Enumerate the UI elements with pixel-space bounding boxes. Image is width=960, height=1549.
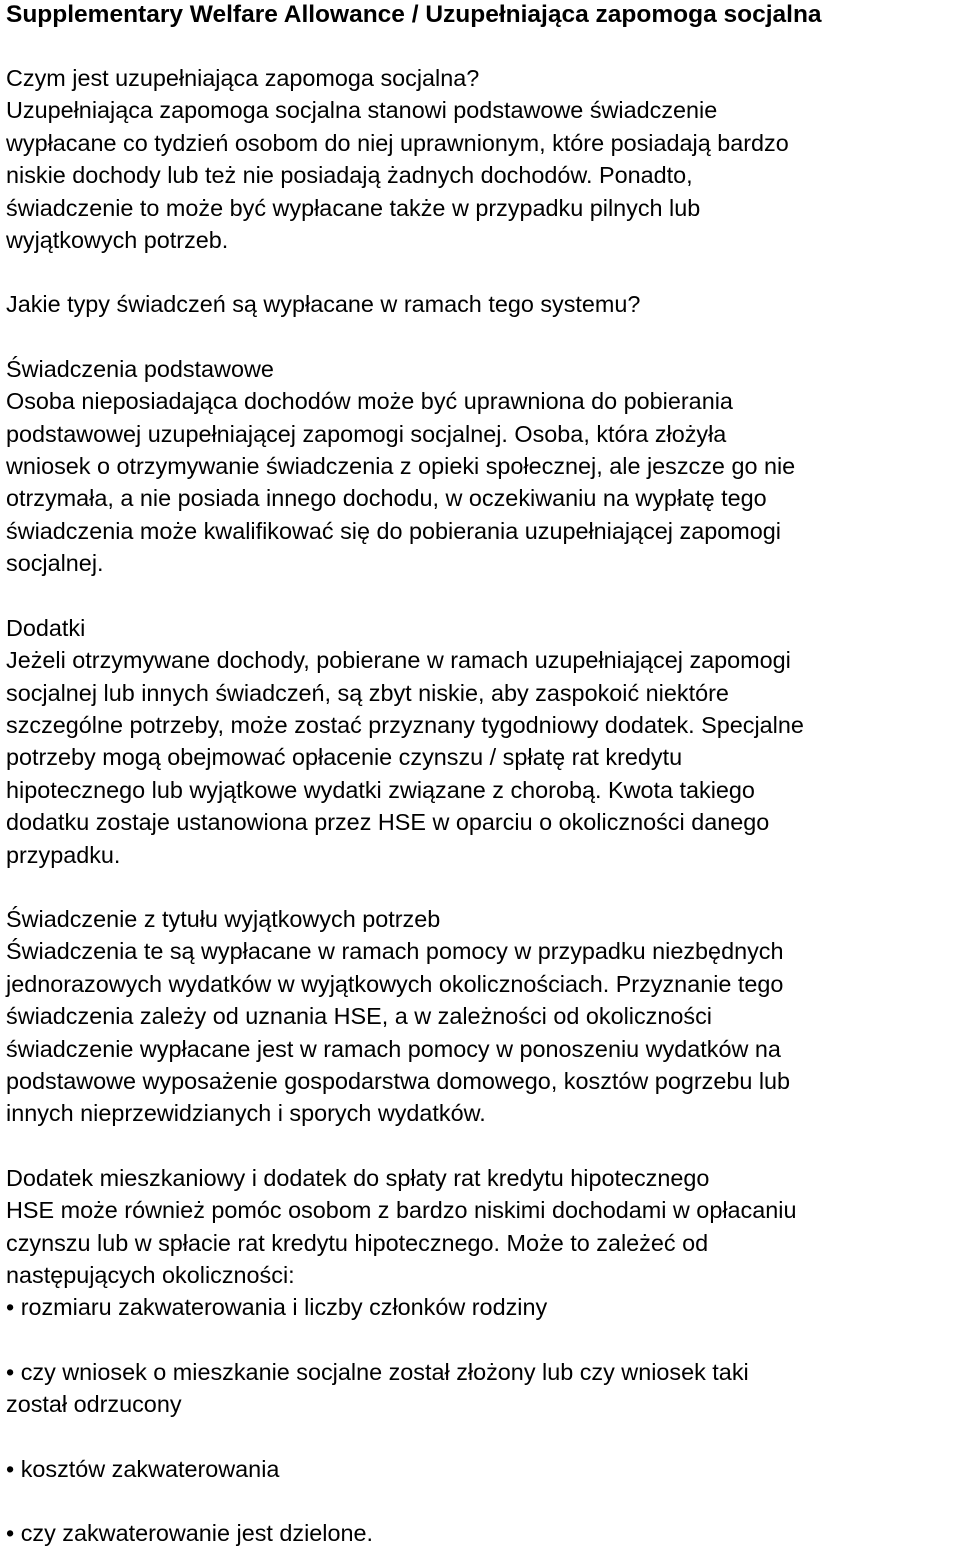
exceptional-line: jednorazowych wydatków w wyjątkowych okolicznościach. Przyznanie tego — [6, 970, 784, 997]
intro-line: wyjątkowych potrzeb. — [6, 227, 229, 254]
basic-line: Osoba nieposiadająca dochodów może być uprawniona do pobierania — [6, 388, 733, 415]
housing-line: HSE może również pomóc osobom z bardzo niskimi dochodami w opłacaniu — [6, 1197, 797, 1224]
exceptional-line: Świadczenia te są wypłacane w ramach pomocy w przypadku niezbędnych — [6, 938, 784, 965]
intro-line: niskie dochody lub też nie posiadają żadnych dochodów. Ponadto, — [6, 162, 693, 189]
exceptional-line: innych nieprzewidzianych i sporych wydatków. — [6, 1100, 486, 1127]
exceptional-line: świadczenie wypłacane jest w ramach pomocy w ponoszeniu wydatków na — [6, 1035, 781, 1062]
types-section — [6, 288, 958, 320]
basic-line: wniosek o otrzymywanie świadczenia z opieki społecznej, ale jeszcze go nie — [6, 453, 796, 480]
supplements-section — [6, 612, 958, 871]
basic-line: socjalnej. — [6, 550, 104, 577]
basic-line: otrzymała, a nie posiada innego dochodu, w oczekiwaniu na wypłatę tego — [6, 485, 767, 512]
supplements-line: potrzeby mogą obejmować opłacenie czynszu / spłatę rat kredytu — [6, 744, 683, 771]
housing-line: następujących okoliczności: — [6, 1262, 295, 1288]
supplements-line: socjalnej lub innych świadczeń, są zbyt niskie, aby zaspokoić niektóre — [6, 679, 729, 706]
intro-line: wypłacane co tydzień osobom do niej uprawnionym, które posiadają bardzo — [6, 129, 789, 156]
bullet-item: • kosztów zakwaterowania — [6, 1455, 280, 1482]
intro-section — [6, 62, 958, 256]
intro-line: Uzupełniająca zapomoga socjalna stanowi podstawowe świadczenie — [6, 97, 718, 124]
supplements-line: dodatku zostaje ustanowiona przez HSE w oparciu o okoliczności danego — [6, 809, 770, 836]
types-question: Jakie typy świadczeń są wypłacane w ramach tego systemu? — [6, 291, 641, 318]
bullet-item: • czy wniosek o mieszkanie socjalne został złożony lub czy wniosek taki — [6, 1358, 749, 1385]
intro-line: świadczenie to może być wypłacane także w przypadku pilnych lub — [6, 194, 701, 221]
intro-question: Czym jest uzupełniająca zapomoga socjalna? — [6, 65, 480, 91]
bullet-item: • rozmiaru zakwaterowania i liczby członków rodziny — [6, 1294, 548, 1321]
bullet-item: • czy zakwaterowanie jest dzielone. — [6, 1520, 374, 1547]
basic-heading: Świadczenia podstawowe — [6, 355, 274, 382]
exceptional-section — [6, 903, 958, 1130]
exceptional-heading: Świadczenie z tytułu wyjątkowych potrzeb — [6, 905, 441, 932]
basic-line: podstawowej uzupełniającej zapomogi socjalnej. Osoba, która złożyła — [6, 420, 727, 447]
document-body — [6, 62, 958, 1549]
supplements-line: Jeżeli otrzymywane dochody, pobierane w ramach uzupełniającej zapomogi — [6, 647, 791, 674]
housing-heading: Dodatek mieszkaniowy i dodatek do spłaty rat kredytu hipotecznego — [6, 1164, 710, 1191]
exceptional-line: świadczenia zależy od uznania HSE, a w zależności od okoliczności — [6, 1003, 712, 1030]
basic-section — [6, 353, 958, 580]
housing-line: czynszu lub w spłacie rat kredytu hipotecznego. Może to zależeć od — [6, 1229, 709, 1256]
supplements-line: hipotecznego lub wyjątkowe wydatki związane z chorobą. Kwota takiego — [6, 776, 755, 803]
supplements-heading: Dodatki — [6, 614, 86, 641]
supplements-line: przypadku. — [6, 841, 121, 868]
housing-section — [6, 1162, 958, 1549]
supplements-line: szczególne potrzeby, może zostać przyznany tygodniowy dodatek. Specjalne — [6, 711, 804, 738]
exceptional-line: podstawowe wyposażenie gospodarstwa domowego, kosztów pogrzebu lub — [6, 1067, 791, 1094]
bullet-item-continuation: został odrzucony — [6, 1391, 182, 1418]
document-title: Supplementary Welfare Allowance / Uzupełniająca zapomoga socjalna — [6, 1, 822, 28]
basic-line: świadczenia może kwalifikować się do pobierania uzupełniającej zapomogi — [6, 517, 781, 544]
